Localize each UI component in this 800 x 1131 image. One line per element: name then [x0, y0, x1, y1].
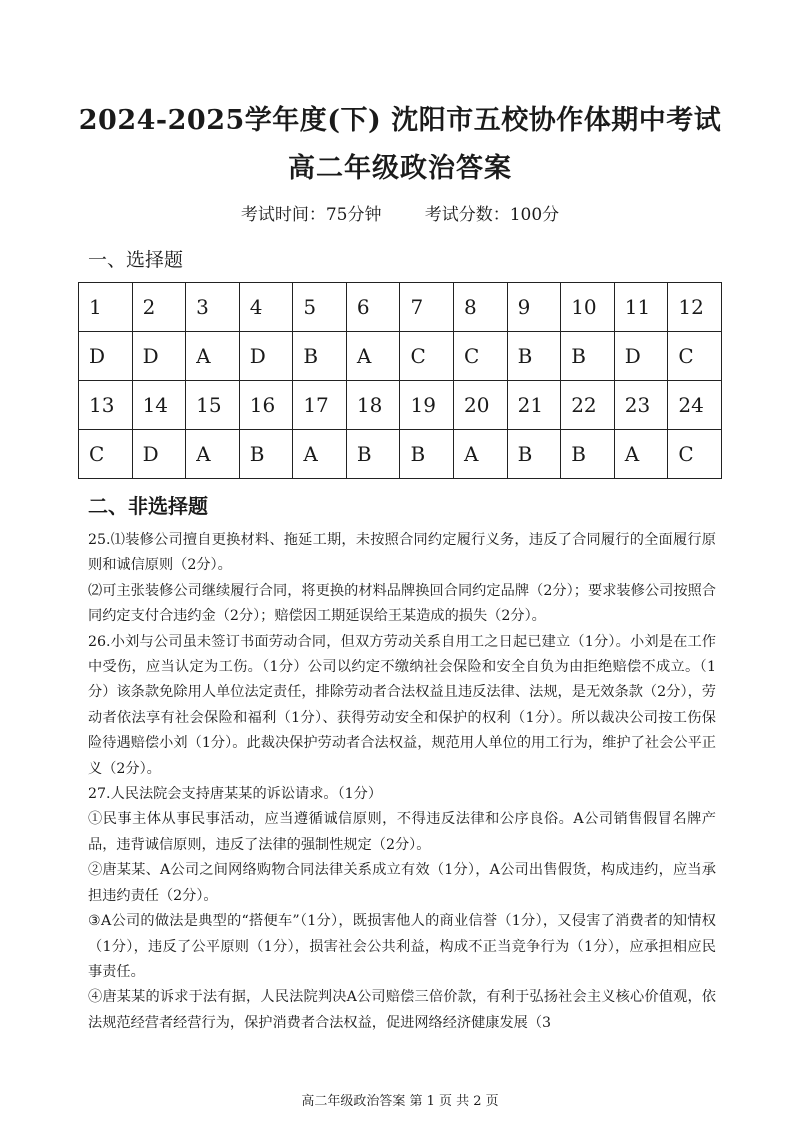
table-cell: 1	[79, 283, 133, 332]
table-cell: 22	[561, 381, 615, 430]
choice-answer-table	[78, 282, 722, 479]
table-cell: 11	[614, 283, 668, 332]
table-row	[79, 430, 722, 479]
answer-paragraph: ④唐某某的诉求于法有据，人民法院判决A公司赔偿三倍价款，有利于弘扬社会主义核心价值观，依法规范经营者经营行为，保护消费者合法权益，促进网络经济健康发展（3	[88, 989, 716, 1031]
answer-body	[88, 528, 716, 1036]
page-footer: 高二年级政治答案 第 1 页 共 2 页	[301, 1094, 499, 1109]
table-cell: 20	[454, 381, 508, 430]
table-cell: B	[400, 430, 454, 479]
table-cell: C	[668, 430, 722, 479]
answer-paragraph: 26.小刘与公司虽未签订书面劳动合同，但双方劳动关系自用工之日起已建立（1分）。小刘是在工作中受伤，应当认定为工伤。（1分）公司以约定不缴纳社会保险和安全自负为由拒绝赔偿不成立。（1分）该条款免除用人单位法定责任，排除劳动者合法权益且违反法律、法规，是无效条款（2分），劳动者依法享有社会保险和福利（1分）、获得劳动安全和保护的权利（1分）。所以裁决公司按工伤保险待遇赔偿小刘（1分）。此裁决保护劳动者合法权益，规范用人单位的用工行为，维护了社会公平正义（2分）。	[88, 633, 716, 777]
table-cell: C	[400, 332, 454, 381]
table-cell: B	[239, 430, 293, 479]
table-cell: 21	[507, 381, 561, 430]
section-heading-choice: 一、选择题	[88, 249, 184, 271]
table-cell: B	[561, 430, 615, 479]
table-cell: 9	[507, 283, 561, 332]
section-heading-nonchoice: 二、非选择题	[88, 494, 208, 518]
table-cell: 18	[346, 381, 400, 430]
table-cell: D	[132, 430, 186, 479]
table-cell: 6	[346, 283, 400, 332]
page-subtitle: 高二年级政治答案	[288, 153, 512, 184]
table-cell: 10	[561, 283, 615, 332]
table-cell: 5	[293, 283, 347, 332]
table-cell: 7	[400, 283, 454, 332]
answer-paragraph: ⑵可主张装修公司继续履行合同，将更换的材料品牌换回合同约定品牌（2分）；要求装修公司按照合同约定支付合违约金（2分）；赔偿因工期延误给王某造成的损失（2分）。	[88, 582, 716, 625]
exam-info: 考试时间：75分钟 考试分数：100分	[240, 205, 560, 225]
table-row	[79, 283, 722, 332]
table-cell: 13	[79, 381, 133, 430]
table-cell: A	[614, 430, 668, 479]
table-cell: B	[507, 430, 561, 479]
table-row	[79, 332, 722, 381]
table-cell: 8	[454, 283, 508, 332]
table-cell: 24	[668, 381, 722, 430]
table-cell: A	[186, 332, 240, 381]
table-cell: 19	[400, 381, 454, 430]
table-cell: B	[346, 430, 400, 479]
table-cell: 14	[132, 381, 186, 430]
page-title: 2024-2025学年度(下) 沈阳市五校协作体期中考试	[78, 105, 722, 136]
answer-paragraph: 25.⑴装修公司擅自更换材料、拖延工期，未按照合同约定履行义务，违反了合同履行的全面履行原则和诚信原则（2分）。	[88, 532, 716, 574]
table-cell: 12	[668, 283, 722, 332]
table-cell: D	[79, 332, 133, 381]
table-cell: A	[346, 332, 400, 381]
table-cell: C	[79, 430, 133, 479]
table-cell: 15	[186, 381, 240, 430]
table-cell: 16	[239, 381, 293, 430]
table-cell: A	[454, 430, 508, 479]
answer-paragraph: 27.人民法院会支持唐某某的诉讼请求。（1分）	[88, 786, 383, 803]
table-cell: B	[507, 332, 561, 381]
table-cell: C	[668, 332, 722, 381]
table-cell: D	[239, 332, 293, 381]
table-cell: D	[614, 332, 668, 381]
table-cell: D	[132, 332, 186, 381]
table-row	[79, 381, 722, 430]
table-cell: A	[293, 430, 347, 479]
table-cell: C	[454, 332, 508, 381]
table-cell: B	[293, 332, 347, 381]
table-cell: B	[561, 332, 615, 381]
table-cell: 17	[293, 381, 347, 430]
table-cell: 2	[132, 283, 186, 332]
answer-paragraph: ①民事主体从事民事活动，应当遵循诚信原则，不得违反法律和公序良俗。A公司销售假冒名牌产品，违背诚信原则，违反了法律的强制性规定（2分）。	[88, 811, 716, 853]
answer-paragraph: ②唐某某、A公司之间网络购物合同法律关系成立有效（1分），A公司出售假货，构成违约，应当承担违约责任（2分）。	[88, 862, 716, 904]
table-cell: A	[186, 430, 240, 479]
answer-paragraph: ③A公司的做法是典型的“搭便车”（1分），既损害他人的商业信誉（1分），又侵害了消费者的知情权（1分），违反了公平原则（1分），损害社会公共利益，构成不正当竞争行为（1分），应承担相应民事责任。	[88, 913, 716, 980]
table-cell: 3	[186, 283, 240, 332]
table-cell: 4	[239, 283, 293, 332]
table-cell: 23	[614, 381, 668, 430]
